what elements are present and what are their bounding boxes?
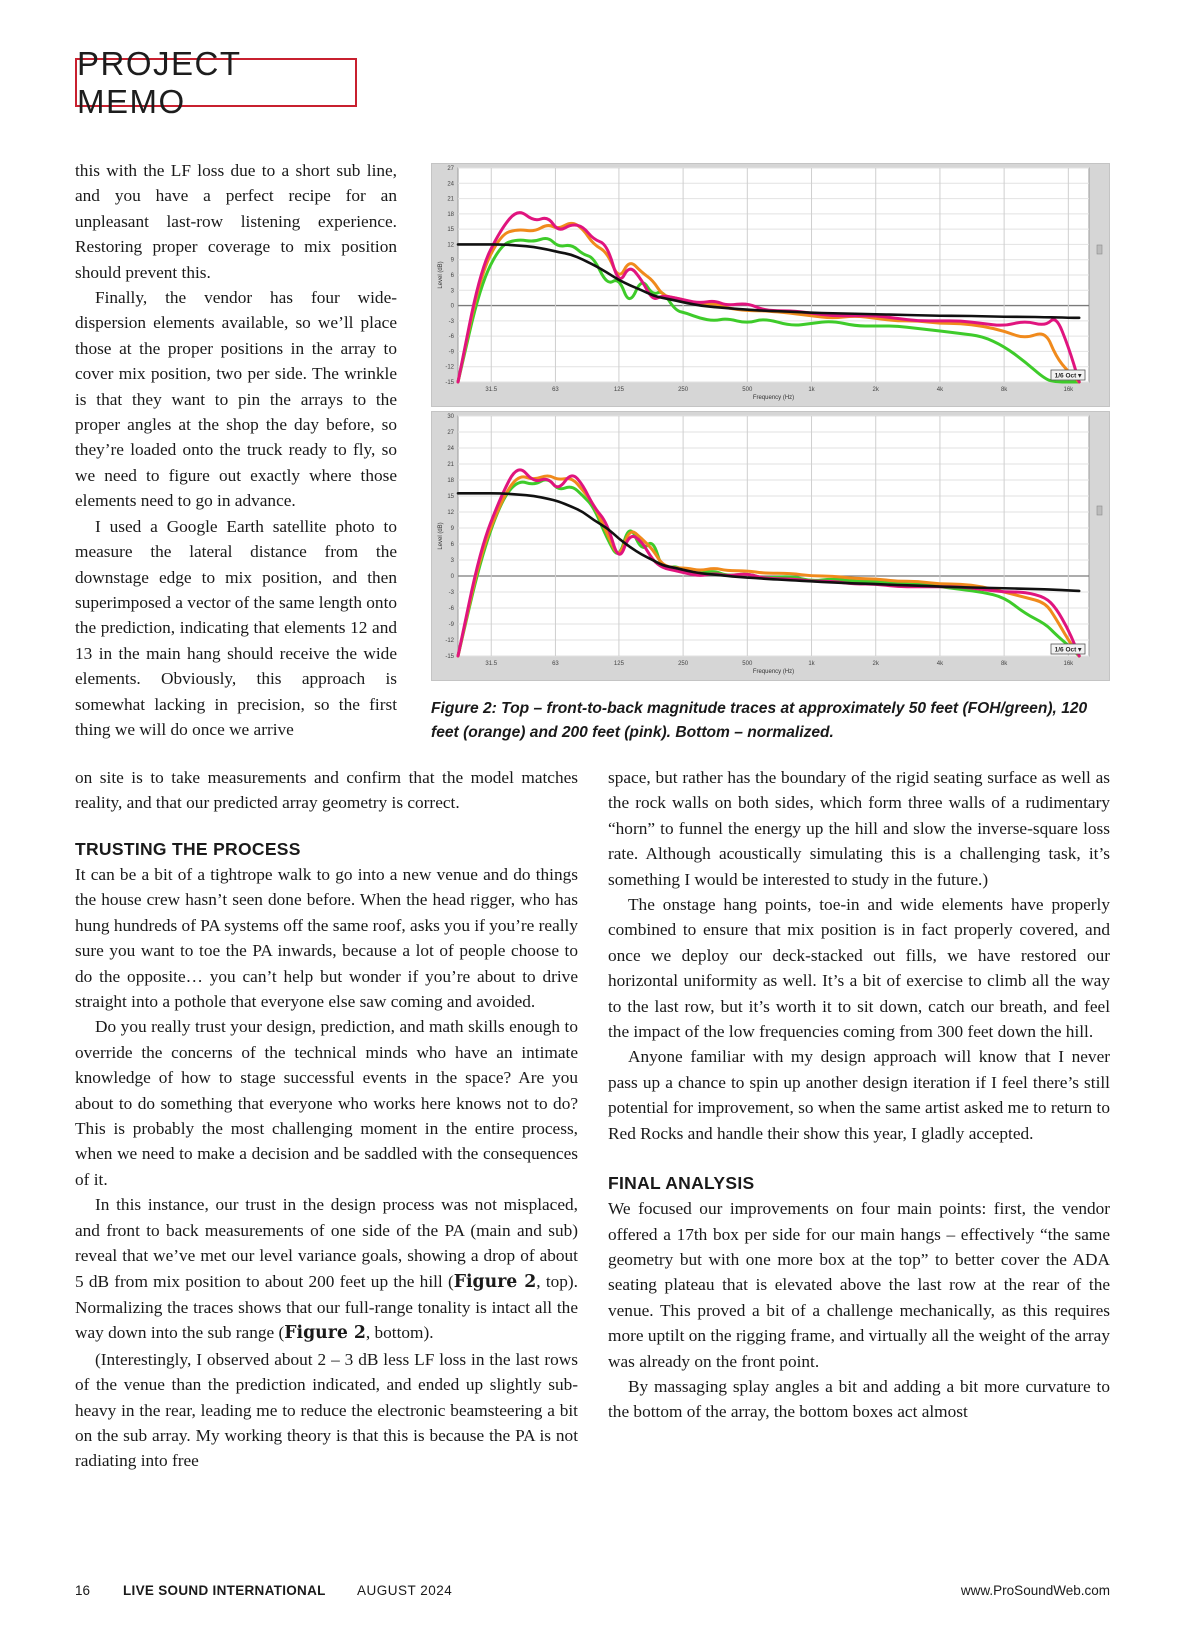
x-tick-label: 2k <box>872 661 879 667</box>
paragraph: Do you really trust your design, prediction, and math skills enough to override the concerns of the technical minds who have an intimate knowledge of how to stage successful events in the space? Are you about to do something that everyone who works here knows not to do? This is probably the most challenging moment in the entire process, when we need to make a decision and be saddled with the consequences of it. <box>75 1017 578 1189</box>
x-tick-label: 31.5 <box>485 661 498 667</box>
y-tick-label: 18 <box>447 211 454 218</box>
x-tick-label: 16k <box>1063 387 1074 393</box>
x-tick-label: 500 <box>742 661 753 667</box>
paragraph: The onstage hang points, toe-in and wide elements have properly combined to ensure that mix position is in fact properly covered, and once we deploy our deck-stacked out fills, we have restored our horizontal uniformity as well. It’s a bit of exercise to climb all the way to the last row, but it’s worth it to sit down, catch our breath, and feel the impact of the low frequencies coming from 300 feet down the hill. <box>608 895 1110 1042</box>
paragraph-text: In this instance, our trust in the design process was not misplaced, and front to back measurements of one side of the PA (main and sub) reveal that we’ve met our level variance goals, showing a drop of about 5 dB from mix position to about 200 feet up the hill ( <box>75 1195 578 1291</box>
y-tick-label: 15 <box>447 227 454 234</box>
y-tick-label: 0 <box>450 574 454 580</box>
column-right <box>608 765 1110 1425</box>
y-tick-label: -6 <box>448 334 454 341</box>
y-tick-label: -9 <box>448 622 454 628</box>
x-tick-label: 4k <box>936 387 944 393</box>
y-tick-label: 3 <box>450 288 454 295</box>
level-slider-handle[interactable] <box>1097 245 1102 254</box>
smoothing-label: 1/6 Oct ▾ <box>1054 372 1082 380</box>
plot-area <box>458 416 1089 656</box>
magazine-name: LIVE SOUND INTERNATIONAL <box>123 1583 326 1598</box>
x-tick-label: 1k <box>808 387 815 393</box>
x-axis-label: Frequency (Hz) <box>752 669 795 675</box>
paragraph: space, but rather has the boundary of the rigid seating surface as well as the rock walls on both sides, which form three walls of a rudimentary “horn” to funnel the energy up the hill and slow the inverse-square loss rate. Although acoustically simulating this is a challenging task, it’s something I would be interested to study in the future.) <box>608 768 1110 889</box>
x-tick-label: 16k <box>1063 661 1074 667</box>
y-tick-label: -3 <box>448 318 454 325</box>
section-heading: TRUSTING THE PROCESS <box>75 839 301 859</box>
y-tick-label: -3 <box>448 590 454 596</box>
x-tick-label: 125 <box>613 661 624 667</box>
y-axis-label: Level (dB) <box>438 261 444 289</box>
x-tick-label: 63 <box>552 661 559 667</box>
x-tick-label: 500 <box>742 387 753 393</box>
x-tick-label: 250 <box>678 661 689 667</box>
paragraph: We focused our improvements on four main points: first, the vendor offered a 17th box per side for our main hangs – effectively “the same geometry but with one more box at the top” to better cover the ADA seating plateau that is elevated above the last row at the rear of the venue. This proved a bit of a challenge mechanically, as this requires more uptilt on the rigging frame, and virtually all the weight of the array was already on the front point. <box>608 1199 1110 1371</box>
chart-panel-top <box>431 163 1110 407</box>
x-tick-label: 1k <box>808 661 815 667</box>
chart-panel-bottom <box>431 411 1110 681</box>
figure-reference: Figure 2 <box>284 1323 366 1344</box>
y-tick-label: 30 <box>447 414 454 420</box>
paragraph-text: , bottom). <box>365 1323 434 1343</box>
column-top <box>75 158 397 742</box>
figure-2 <box>431 163 1110 681</box>
y-tick-label: -15 <box>445 654 454 660</box>
y-tick-label: 12 <box>447 510 454 516</box>
y-tick-label: 24 <box>447 446 454 452</box>
y-tick-label: 24 <box>447 181 454 188</box>
paragraph: on site is to take measurements and confirm that the model matches reality, and that our predicted array geometry is correct. <box>75 768 578 813</box>
y-tick-label: 15 <box>447 494 454 500</box>
paragraph <box>75 1192 578 1346</box>
y-tick-label: 9 <box>450 526 454 532</box>
paragraph-text: , top). Normalizing the traces shows that our full-range tonality is intact all the way down into the sub range ( <box>75 1271 578 1343</box>
y-tick-label: 27 <box>447 166 454 172</box>
level-slider-handle[interactable] <box>1097 506 1102 515</box>
column-left <box>75 837 578 1474</box>
issue-date: AUGUST 2024 <box>357 1583 453 1598</box>
website-link[interactable]: www.ProSoundWeb.com <box>960 1583 1110 1598</box>
paragraph: By massaging splay angles a bit and adding a bit more curvature to the bottom of the array, the bottom boxes act almost <box>608 1376 1110 1422</box>
y-tick-label: 3 <box>450 558 454 564</box>
x-tick-label: 4k <box>936 661 944 667</box>
y-tick-label: 6 <box>450 542 454 548</box>
span-text <box>75 765 578 816</box>
x-tick-label: 31.5 <box>485 387 498 393</box>
smoothing-label: 1/6 Oct ▾ <box>1054 646 1082 654</box>
y-tick-label: 12 <box>447 242 454 249</box>
paragraph: Finally, the vendor has four wide-dispersion elements available, so we’ll place those at the proper positions in the array to cover mix position, two per side. The wrinkle is that they want to pin the arrays to the proper angles at the shop the day before, so they’re loaded onto the truck ready to fly, so we need to figure out exactly where those elements need to go in advance. <box>75 288 397 511</box>
x-tick-label: 8k <box>1000 387 1008 393</box>
y-tick-label: -6 <box>448 606 454 612</box>
paragraph: (Interestingly, I observed about 2 – 3 dB less LF loss in the last rows of the venue than the prediction indicated, and ended up slightly sub-heavy in the rear, leading me to reduce the electronic beamsteering a bit on the sub array. My working theory is that this is because the PA is not radiating into free <box>75 1349 578 1471</box>
y-tick-label: 9 <box>450 257 454 264</box>
section-heading: FINAL ANALYSIS <box>608 1173 755 1194</box>
paragraph: Anyone familiar with my design approach will know that I never pass up a chance to spin up another design iteration if I feel there’s still potential for improvement, so when the same artist asked me to return to Red Rocks and handle their show this year, I gladly accepted. <box>608 1047 1110 1143</box>
y-tick-label: -12 <box>445 638 454 644</box>
y-tick-label: -15 <box>445 380 454 386</box>
x-tick-label: 125 <box>613 387 624 393</box>
y-tick-label: 18 <box>447 478 454 484</box>
y-tick-label: -9 <box>448 349 454 356</box>
magnitude-chart-bottom <box>432 412 1111 682</box>
y-tick-label: 27 <box>447 430 454 436</box>
y-tick-label: -12 <box>445 364 454 371</box>
page-footer <box>75 1583 1110 1605</box>
x-tick-label: 63 <box>552 387 559 393</box>
x-axis-label: Frequency (Hz) <box>752 395 795 401</box>
paragraph: It can be a bit of a tightrope walk to go into a new venue and do things the house crew hasn’t seen done before. When the head rigger, who has hung hundreds of PA systems off the same roof, asks you if you’re really sure you want to toe the PA inwards, because a lot of people choose to do the opposite… you can’t help but wonder if you’re about to drive straight into a pothole that everyone else saw coming and avoided. <box>75 865 579 1012</box>
y-axis-label: Level (dB) <box>438 522 444 550</box>
y-tick-label: 0 <box>450 303 454 310</box>
magnitude-chart-top <box>432 164 1111 408</box>
page-number: 16 <box>75 1583 91 1598</box>
x-tick-label: 2k <box>872 387 879 393</box>
figure-caption: Figure 2: Top – front-to-back magnitude traces at approximately 50 feet (FOH/green), 120 feet (orange) and 200 feet (pink). Bottom – normalized. <box>431 700 1088 741</box>
figure-reference: Figure 2 <box>453 1271 537 1292</box>
y-tick-label: 21 <box>447 196 454 203</box>
y-tick-label: 6 <box>450 273 454 279</box>
paragraph: this with the LF loss due to a short sub line, and you have a perfect recipe for an unpleasant last-row listening experience. Restoring proper coverage to mix position should prevent this. <box>75 161 397 282</box>
paragraph: I used a Google Earth satellite photo to measure the lateral distance from the downstage edge to mix position, and then superimposed a vector of the same length onto the prediction, indicating that elements 12 and 13 in the main hang should receive the wide elements. Obviously, this approach is somewhat lacking in precision, so the first thing we will do once we arrive <box>75 516 398 739</box>
x-tick-label: 250 <box>678 387 689 393</box>
section-label: PROJECT MEMO <box>75 58 357 107</box>
y-tick-label: 21 <box>447 462 454 468</box>
x-tick-label: 8k <box>1000 661 1008 667</box>
